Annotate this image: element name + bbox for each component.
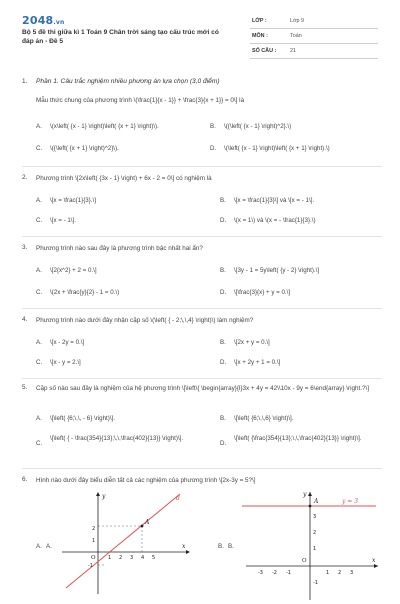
y-axis-label: y — [303, 491, 307, 498]
meta-value: Lớp 9 — [290, 18, 305, 24]
option-text: A. — [46, 543, 52, 550]
x-tick: 2 — [338, 570, 342, 576]
x-arrow — [374, 564, 378, 568]
option-label: C. — [36, 217, 43, 224]
meta-row-subject — [250, 29, 378, 44]
x-tick: 1 — [326, 570, 330, 576]
option-text: \[x = \frac{1}{3}\] và \[x = - 1\]. — [234, 197, 315, 204]
option-text: \[x - 2y = 0.\] — [50, 339, 85, 346]
option-text: \(x = 1\) và \(x = - \frac{1}{3}.\) — [234, 217, 316, 224]
meta-table — [250, 14, 378, 59]
meta-key: MÔN : — [252, 33, 268, 39]
point-a — [309, 505, 312, 508]
page-header — [0, 0, 400, 64]
question-text: Hình nào dưới đây biểu diễn tất cả các nghiệm của phương trình \[2x-3y = 5?\] — [36, 477, 256, 484]
divider — [22, 166, 382, 167]
option-text: \[\left( { - \frac{354}{13};\,\,\frac{402}{13}} \right)\]. — [50, 435, 184, 442]
option-label: A. — [36, 267, 42, 274]
option-label: B. — [220, 197, 226, 204]
option-label: B. — [210, 123, 216, 130]
section-heading: Phần 1. Câu trắc nghiệm nhiều phương án lựa chọn (3,0 điểm) — [36, 78, 220, 85]
site-logo[interactable] — [22, 14, 64, 27]
option-text: \[\left( {6;\,\,6} \right)\]. — [234, 415, 294, 422]
option-text: \(x\left( {x - 1} \right)\left( {x + 1} \right)\). — [50, 123, 159, 130]
line-label: y = 3 — [342, 498, 359, 505]
logo-text: 2048 — [22, 14, 54, 27]
meta-key: SỐ CÂU : — [252, 48, 277, 54]
option-text: B. — [228, 543, 234, 550]
option-label: C. — [36, 145, 43, 152]
option-text: \[\left( {6;\,\, - 6} \right)\]. — [50, 415, 115, 422]
option-label: A. — [36, 543, 42, 550]
meta-value: Toán — [290, 33, 302, 39]
option-text: \[\left( {\frac{354}{13};\,\,\frac{402}{13}} \right)\]. — [234, 435, 362, 442]
y-arrow — [308, 492, 312, 496]
graph-a — [58, 490, 196, 602]
question-text: Phương trình nào sau đây là phương trình bậc nhất hai ẩn? — [36, 245, 203, 252]
x-arrow — [186, 550, 190, 554]
point-label: A — [145, 519, 150, 526]
y-arrow — [96, 492, 100, 496]
x-tick: 5 — [152, 555, 156, 561]
option-text: \[3y - 1 = 5y\left( {y - 2} \right).\] — [234, 267, 320, 274]
option-text: \[2{x^2} + 2 = 0.\] — [50, 267, 97, 274]
option-label: A. — [36, 415, 42, 422]
option-label: B. — [218, 543, 224, 550]
option-label: D. — [220, 359, 227, 366]
meta-row-class — [250, 14, 378, 29]
option-label: B. — [220, 339, 226, 346]
question-number: 1. — [22, 78, 28, 85]
option-text: \[x = \frac{1}{3}.\] — [50, 197, 96, 204]
question-text: Phương trình nào dưới đây nhận cặp số \(\left( { - 2;\,\,4} \right)\) làm nghiệm? — [36, 317, 254, 324]
logo-suffix: .vn — [53, 19, 65, 26]
option-text: \[\frac{3}{x} + y = 0.\] — [234, 289, 291, 296]
divider — [22, 308, 382, 309]
question-text: Phương trình \[2x\left( {3x - 1} \right) + 6x - 2 = 0\] có nghiệm là — [36, 175, 212, 182]
option-text: \({\left( {x - 1} \right)^2}.\) — [224, 123, 292, 130]
question-text: Cặp số nào sau đây là nghiệm của hệ phương trình \[\left\{ \begin{array}{l}3x + 4y = 42\\10x - 9y = 6\end{array} \right.?\] — [36, 385, 370, 392]
x-axis-label: x — [182, 543, 186, 550]
question-number: 4. — [22, 316, 28, 323]
meta-key: LỚP : — [252, 18, 267, 24]
meta-row-count — [250, 44, 378, 59]
document-title: Bộ 5 đề thi giữa kì 1 Toán 9 Chân trời sáng tạo cấu trúc mới có đáp án - Đề 5 — [22, 29, 219, 45]
option-label: D. — [220, 440, 227, 447]
y-tick: -1 — [313, 580, 318, 586]
y-tick: 3 — [313, 514, 317, 520]
option-text: \[2x + y = 0.\] — [234, 339, 270, 346]
divider — [22, 236, 382, 237]
option-text: \(\left( {x - 1} \right)\left( {x + 1} \right).\) — [224, 145, 330, 152]
y-tick: 1 — [92, 538, 96, 544]
option-label: D. — [220, 289, 227, 296]
line-d — [66, 494, 180, 588]
question-number: 5. — [22, 384, 28, 391]
graph-b — [238, 488, 382, 604]
y-tick: 2 — [313, 530, 317, 536]
option-label: C. — [36, 359, 43, 366]
option-text: \[x = - 1\]. — [50, 217, 76, 224]
option-label: C. — [36, 289, 43, 296]
point-a — [141, 525, 144, 528]
line-label: d — [176, 495, 180, 502]
question-text: Mẫu thức chung của phương trình \(\frac{1}{x - 1}} + \frac{3}{x + 1}} = 0\] là — [36, 97, 245, 104]
x-tick: 1 — [108, 555, 112, 561]
option-label: A. — [36, 123, 42, 130]
x-tick: 4 — [141, 555, 145, 561]
meta-value: 21 — [290, 48, 296, 54]
option-label: A. — [36, 197, 42, 204]
option-text: \[x + 2y + 1 = 0.\] — [234, 359, 281, 366]
y-axis-label: y — [102, 493, 106, 500]
x-tick: -1 — [286, 570, 291, 576]
x-tick: 3 — [130, 555, 134, 561]
option-text: \(2x + \frac{y}{2} - 1 = 0.\) — [50, 289, 120, 296]
option-label: C. — [36, 440, 43, 447]
option-label: B. — [220, 415, 226, 422]
origin-label: O — [91, 555, 96, 561]
divider — [22, 378, 382, 379]
option-label: A. — [36, 339, 42, 346]
point-label: A — [314, 498, 319, 505]
y-tick: 2 — [92, 526, 96, 532]
x-axis-label: x — [372, 557, 376, 564]
x-tick: 2 — [119, 555, 123, 561]
question-number: 2. — [22, 174, 28, 181]
option-text: \[x - y = 2.\] — [50, 359, 81, 366]
question-number: 6. — [22, 476, 28, 483]
y-tick: 1 — [313, 546, 317, 552]
option-text: \({\left( {x + 1} \right)^2}\). — [50, 145, 119, 152]
option-label: B. — [220, 267, 226, 274]
y-tick: -1 — [88, 563, 93, 569]
question-number: 3. — [22, 244, 28, 251]
x-tick: -3 — [258, 570, 263, 576]
divider — [22, 468, 382, 469]
option-label: D. — [220, 217, 227, 224]
x-tick: 3 — [350, 570, 354, 576]
option-label: D. — [210, 145, 217, 152]
x-tick: -2 — [272, 570, 277, 576]
origin-label: O — [302, 558, 307, 564]
